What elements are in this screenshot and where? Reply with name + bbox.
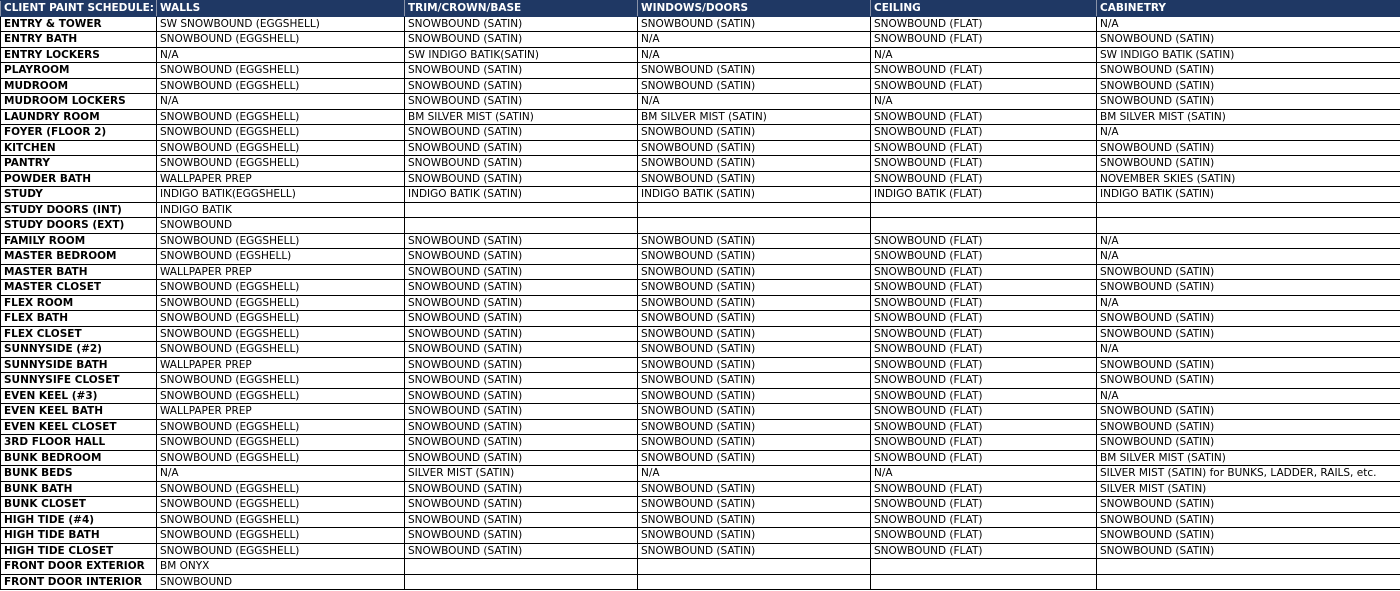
cabinetry-cell: SILVER MIST (SATIN) — [1097, 481, 1400, 497]
walls-cell: SNOWBOUND (EGGSHELL) — [157, 373, 405, 389]
table-row — [1, 156, 1400, 172]
cabinetry-cell: N/A — [1097, 125, 1400, 141]
trim-cell: SNOWBOUND (SATIN) — [405, 528, 638, 544]
ceiling-cell: SNOWBOUND (FLAT) — [871, 156, 1097, 172]
table-row — [1, 326, 1400, 342]
trim-cell: SNOWBOUND (SATIN) — [405, 171, 638, 187]
ceiling-cell: SNOWBOUND (FLAT) — [871, 32, 1097, 48]
cabinetry-cell: SNOWBOUND (SATIN) — [1097, 94, 1400, 110]
table-row — [1, 94, 1400, 110]
room-name-cell: POWDER BATH — [1, 171, 157, 187]
table-row — [1, 109, 1400, 125]
walls-cell: SNOWBOUND (EGGSHELL) — [157, 78, 405, 94]
table-row — [1, 404, 1400, 420]
ceiling-cell: INDIGO BATIK (FLAT) — [871, 187, 1097, 203]
room-name-cell: ENTRY LOCKERS — [1, 47, 157, 63]
walls-cell: SNOWBOUND (EGGSHELL) — [157, 543, 405, 559]
cabinetry-cell: SNOWBOUND (SATIN) — [1097, 264, 1400, 280]
walls-cell: SNOWBOUND (EGGSHELL) — [157, 233, 405, 249]
cabinetry-cell: SNOWBOUND (SATIN) — [1097, 63, 1400, 79]
cabinetry-cell: SNOWBOUND (SATIN) — [1097, 156, 1400, 172]
windows-doors-cell: SNOWBOUND (SATIN) — [638, 78, 871, 94]
trim-cell: SNOWBOUND (SATIN) — [405, 280, 638, 296]
windows-doors-cell: SNOWBOUND (SATIN) — [638, 497, 871, 513]
table-row — [1, 218, 1400, 234]
room-name-cell: FRONT DOOR INTERIOR — [1, 574, 157, 590]
trim-cell: SNOWBOUND (SATIN) — [405, 388, 638, 404]
walls-cell: SNOWBOUND (EGGSHELL) — [157, 342, 405, 358]
trim-cell: INDIGO BATIK (SATIN) — [405, 187, 638, 203]
table-row — [1, 574, 1400, 590]
walls-cell: SNOWBOUND (EGGSHELL) — [157, 140, 405, 156]
windows-doors-cell: N/A — [638, 466, 871, 482]
ceiling-cell — [871, 559, 1097, 575]
cabinetry-cell: SNOWBOUND (SATIN) — [1097, 404, 1400, 420]
cabinetry-cell: SNOWBOUND (SATIN) — [1097, 32, 1400, 48]
trim-cell: SNOWBOUND (SATIN) — [405, 512, 638, 528]
windows-doors-cell: SNOWBOUND (SATIN) — [638, 419, 871, 435]
windows-doors-cell — [638, 218, 871, 234]
table-row — [1, 125, 1400, 141]
room-name-cell: STUDY DOORS (INT) — [1, 202, 157, 218]
walls-cell: N/A — [157, 466, 405, 482]
windows-doors-cell: SNOWBOUND (SATIN) — [638, 404, 871, 420]
ceiling-cell: SNOWBOUND (FLAT) — [871, 109, 1097, 125]
windows-doors-cell: SNOWBOUND (SATIN) — [638, 373, 871, 389]
windows-doors-cell — [638, 574, 871, 590]
walls-cell: SNOWBOUND (EGGSHELL) — [157, 280, 405, 296]
trim-cell: SNOWBOUND (SATIN) — [405, 16, 638, 32]
trim-cell: SNOWBOUND (SATIN) — [405, 264, 638, 280]
room-name-cell: STUDY — [1, 187, 157, 203]
ceiling-cell: SNOWBOUND (FLAT) — [871, 388, 1097, 404]
ceiling-cell: SNOWBOUND (FLAT) — [871, 543, 1097, 559]
table-row — [1, 466, 1400, 482]
table-row — [1, 512, 1400, 528]
room-name-cell: EVEN KEEL BATH — [1, 404, 157, 420]
windows-doors-cell: SNOWBOUND (SATIN) — [638, 512, 871, 528]
windows-doors-cell: SNOWBOUND (SATIN) — [638, 435, 871, 451]
walls-cell: INDIGO BATIK(EGGSHELL) — [157, 187, 405, 203]
room-name-cell: STUDY DOORS (EXT) — [1, 218, 157, 234]
ceiling-cell: SNOWBOUND (FLAT) — [871, 264, 1097, 280]
cabinetry-cell: SNOWBOUND (SATIN) — [1097, 280, 1400, 296]
walls-cell: SNOWBOUND — [157, 218, 405, 234]
windows-doors-cell: INDIGO BATIK (SATIN) — [638, 187, 871, 203]
trim-cell — [405, 218, 638, 234]
trim-cell: SNOWBOUND (SATIN) — [405, 94, 638, 110]
table-row — [1, 264, 1400, 280]
trim-cell: SW INDIGO BATIK(SATIN) — [405, 47, 638, 63]
walls-cell: SNOWBOUND (EGGSHELL) — [157, 497, 405, 513]
walls-cell: SNOWBOUND — [157, 574, 405, 590]
schedule-title-header: CLIENT PAINT SCHEDULE: — [1, 1, 157, 17]
room-name-cell: MUDROOM — [1, 78, 157, 94]
cabinetry-cell: SNOWBOUND (SATIN) — [1097, 497, 1400, 513]
ceiling-cell: SNOWBOUND (FLAT) — [871, 373, 1097, 389]
windows-doors-cell: SNOWBOUND (SATIN) — [638, 326, 871, 342]
walls-cell: SNOWBOUND (EGGSHELL) — [157, 32, 405, 48]
walls-header: WALLS — [157, 1, 405, 17]
walls-cell: SNOWBOUND (EGGSHELL) — [157, 435, 405, 451]
cabinetry-cell: SNOWBOUND (SATIN) — [1097, 326, 1400, 342]
cabinetry-cell: N/A — [1097, 388, 1400, 404]
walls-cell: WALLPAPER PREP — [157, 404, 405, 420]
room-name-cell: BUNK CLOSET — [1, 497, 157, 513]
room-name-cell: FOYER (FLOOR 2) — [1, 125, 157, 141]
trim-cell: SILVER MIST (SATIN) — [405, 466, 638, 482]
trim-cell: SNOWBOUND (SATIN) — [405, 311, 638, 327]
cabinetry-cell: SNOWBOUND (SATIN) — [1097, 512, 1400, 528]
ceiling-cell — [871, 202, 1097, 218]
trim-cell: SNOWBOUND (SATIN) — [405, 140, 638, 156]
windows-doors-cell: SNOWBOUND (SATIN) — [638, 311, 871, 327]
windows-doors-cell: SNOWBOUND (SATIN) — [638, 171, 871, 187]
ceiling-cell — [871, 218, 1097, 234]
ceiling-cell: SNOWBOUND (FLAT) — [871, 419, 1097, 435]
windows-doors-cell: SNOWBOUND (SATIN) — [638, 388, 871, 404]
ceiling-cell: SNOWBOUND (FLAT) — [871, 481, 1097, 497]
trim-cell: SNOWBOUND (SATIN) — [405, 233, 638, 249]
ceiling-cell: SNOWBOUND (FLAT) — [871, 497, 1097, 513]
walls-cell: SNOWBOUND (EGGSHELL) — [157, 481, 405, 497]
room-name-cell: FAMILY ROOM — [1, 233, 157, 249]
walls-cell: WALLPAPER PREP — [157, 264, 405, 280]
room-name-cell: MASTER BEDROOM — [1, 249, 157, 265]
table-row — [1, 47, 1400, 63]
cabinetry-cell — [1097, 202, 1400, 218]
walls-cell: SNOWBOUND (EGGSHELL) — [157, 109, 405, 125]
room-name-cell: BUNK BATH — [1, 481, 157, 497]
room-name-cell: LAUNDRY ROOM — [1, 109, 157, 125]
table-row — [1, 63, 1400, 79]
room-name-cell: EVEN KEEL CLOSET — [1, 419, 157, 435]
trim-cell: SNOWBOUND (SATIN) — [405, 78, 638, 94]
ceiling-cell: SNOWBOUND (FLAT) — [871, 78, 1097, 94]
table-row — [1, 140, 1400, 156]
room-name-cell: SUNNYSIFE CLOSET — [1, 373, 157, 389]
walls-cell: SNOWBOUND (EGGSHELL) — [157, 450, 405, 466]
header-row — [1, 1, 1400, 17]
windows-doors-cell: SNOWBOUND (SATIN) — [638, 63, 871, 79]
windows-doors-cell: SNOWBOUND (SATIN) — [638, 156, 871, 172]
windows-doors-cell: N/A — [638, 47, 871, 63]
room-name-cell: SUNNYSIDE BATH — [1, 357, 157, 373]
table-row — [1, 16, 1400, 32]
windows-doors-cell: SNOWBOUND (SATIN) — [638, 16, 871, 32]
trim-cell: SNOWBOUND (SATIN) — [405, 295, 638, 311]
room-name-cell: HIGH TIDE CLOSET — [1, 543, 157, 559]
cabinetry-cell: N/A — [1097, 16, 1400, 32]
ceiling-cell: SNOWBOUND (FLAT) — [871, 280, 1097, 296]
windows-doors-cell — [638, 559, 871, 575]
table-row — [1, 450, 1400, 466]
cabinetry-cell: BM SILVER MIST (SATIN) — [1097, 109, 1400, 125]
walls-cell: SNOWBOUND (EGGSHELL) — [157, 63, 405, 79]
windows-doors-cell: SNOWBOUND (SATIN) — [638, 543, 871, 559]
trim-cell: SNOWBOUND (SATIN) — [405, 419, 638, 435]
walls-cell: SW SNOWBOUND (EGGSHELL) — [157, 16, 405, 32]
cabinetry-cell: N/A — [1097, 249, 1400, 265]
table-row — [1, 78, 1400, 94]
cabinetry-cell: SNOWBOUND (SATIN) — [1097, 419, 1400, 435]
trim-cell: SNOWBOUND (SATIN) — [405, 450, 638, 466]
room-name-cell: FRONT DOOR EXTERIOR — [1, 559, 157, 575]
cabinetry-cell: N/A — [1097, 295, 1400, 311]
cabinetry-cell: SW INDIGO BATIK (SATIN) — [1097, 47, 1400, 63]
room-name-cell: PANTRY — [1, 156, 157, 172]
room-name-cell: HIGH TIDE (#4) — [1, 512, 157, 528]
room-name-cell: FLEX ROOM — [1, 295, 157, 311]
windows-doors-cell: SNOWBOUND (SATIN) — [638, 233, 871, 249]
room-name-cell: ENTRY BATH — [1, 32, 157, 48]
table-row — [1, 543, 1400, 559]
table-row — [1, 528, 1400, 544]
room-name-cell: HIGH TIDE BATH — [1, 528, 157, 544]
windows-doors-cell: SNOWBOUND (SATIN) — [638, 280, 871, 296]
walls-cell: N/A — [157, 47, 405, 63]
windows-doors-cell: SNOWBOUND (SATIN) — [638, 481, 871, 497]
walls-cell: SNOWBOUND (EGGSHELL) — [157, 311, 405, 327]
trim-cell — [405, 559, 638, 575]
cabinetry-cell: BM SILVER MIST (SATIN) — [1097, 450, 1400, 466]
cabinetry-header: CABINETRY — [1097, 1, 1400, 17]
ceiling-cell: SNOWBOUND (FLAT) — [871, 233, 1097, 249]
table-row — [1, 373, 1400, 389]
table-row — [1, 280, 1400, 296]
ceiling-cell: SNOWBOUND (FLAT) — [871, 404, 1097, 420]
windows-doors-header: WINDOWS/DOORS — [638, 1, 871, 17]
trim-header: TRIM/CROWN/BASE — [405, 1, 638, 17]
trim-cell: SNOWBOUND (SATIN) — [405, 357, 638, 373]
room-name-cell: ENTRY & TOWER — [1, 16, 157, 32]
windows-doors-cell — [638, 202, 871, 218]
walls-cell: WALLPAPER PREP — [157, 171, 405, 187]
windows-doors-cell: SNOWBOUND (SATIN) — [638, 140, 871, 156]
table-row — [1, 295, 1400, 311]
cabinetry-cell: SNOWBOUND (SATIN) — [1097, 140, 1400, 156]
ceiling-cell: N/A — [871, 94, 1097, 110]
ceiling-cell: SNOWBOUND (FLAT) — [871, 140, 1097, 156]
ceiling-cell: SNOWBOUND (FLAT) — [871, 435, 1097, 451]
table-row — [1, 497, 1400, 513]
table-row — [1, 388, 1400, 404]
table-row — [1, 32, 1400, 48]
cabinetry-cell: SNOWBOUND (SATIN) — [1097, 528, 1400, 544]
walls-cell: BM ONYX — [157, 559, 405, 575]
room-name-cell: EVEN KEEL (#3) — [1, 388, 157, 404]
cabinetry-cell: SNOWBOUND (SATIN) — [1097, 435, 1400, 451]
walls-cell: SNOWBOUND (EGSHELL) — [157, 249, 405, 265]
trim-cell: SNOWBOUND (SATIN) — [405, 63, 638, 79]
walls-cell: WALLPAPER PREP — [157, 357, 405, 373]
windows-doors-cell: SNOWBOUND (SATIN) — [638, 342, 871, 358]
room-name-cell: FLEX BATH — [1, 311, 157, 327]
table-body — [1, 16, 1400, 590]
table-header — [1, 1, 1400, 17]
room-name-cell: PLAYROOM — [1, 63, 157, 79]
cabinetry-cell: N/A — [1097, 342, 1400, 358]
room-name-cell: MASTER CLOSET — [1, 280, 157, 296]
trim-cell: SNOWBOUND (SATIN) — [405, 32, 638, 48]
room-name-cell: KITCHEN — [1, 140, 157, 156]
ceiling-cell: SNOWBOUND (FLAT) — [871, 125, 1097, 141]
cabinetry-cell: SILVER MIST (SATIN) for BUNKS, LADDER, RAILS, etc. — [1097, 466, 1400, 482]
trim-cell: SNOWBOUND (SATIN) — [405, 156, 638, 172]
ceiling-cell: SNOWBOUND (FLAT) — [871, 311, 1097, 327]
walls-cell: SNOWBOUND (EGGSHELL) — [157, 156, 405, 172]
table-row — [1, 481, 1400, 497]
windows-doors-cell: N/A — [638, 32, 871, 48]
trim-cell: SNOWBOUND (SATIN) — [405, 326, 638, 342]
trim-cell — [405, 202, 638, 218]
cabinetry-cell: SNOWBOUND (SATIN) — [1097, 78, 1400, 94]
table-row — [1, 187, 1400, 203]
room-name-cell: MASTER BATH — [1, 264, 157, 280]
ceiling-cell: SNOWBOUND (FLAT) — [871, 512, 1097, 528]
walls-cell: SNOWBOUND (EGGSHELL) — [157, 326, 405, 342]
ceiling-cell: SNOWBOUND (FLAT) — [871, 357, 1097, 373]
cabinetry-cell: INDIGO BATIK (SATIN) — [1097, 187, 1400, 203]
table-row — [1, 357, 1400, 373]
windows-doors-cell: SNOWBOUND (SATIN) — [638, 264, 871, 280]
cabinetry-cell: NOVEMBER SKIES (SATIN) — [1097, 171, 1400, 187]
trim-cell: SNOWBOUND (SATIN) — [405, 543, 638, 559]
cabinetry-cell — [1097, 574, 1400, 590]
cabinetry-cell — [1097, 218, 1400, 234]
ceiling-cell: SNOWBOUND (FLAT) — [871, 249, 1097, 265]
trim-cell: SNOWBOUND (SATIN) — [405, 373, 638, 389]
ceiling-cell: SNOWBOUND (FLAT) — [871, 171, 1097, 187]
ceiling-cell: N/A — [871, 466, 1097, 482]
trim-cell: SNOWBOUND (SATIN) — [405, 435, 638, 451]
ceiling-cell — [871, 574, 1097, 590]
trim-cell: SNOWBOUND (SATIN) — [405, 404, 638, 420]
table-row — [1, 342, 1400, 358]
room-name-cell: BUNK BEDROOM — [1, 450, 157, 466]
table-row — [1, 311, 1400, 327]
cabinetry-cell: N/A — [1097, 233, 1400, 249]
ceiling-cell: SNOWBOUND (FLAT) — [871, 326, 1097, 342]
trim-cell: SNOWBOUND (SATIN) — [405, 249, 638, 265]
table-row — [1, 171, 1400, 187]
table-row — [1, 233, 1400, 249]
table-row — [1, 419, 1400, 435]
walls-cell: SNOWBOUND (EGGSHELL) — [157, 419, 405, 435]
room-name-cell: FLEX CLOSET — [1, 326, 157, 342]
ceiling-cell: SNOWBOUND (FLAT) — [871, 16, 1097, 32]
ceiling-cell: N/A — [871, 47, 1097, 63]
windows-doors-cell: SNOWBOUND (SATIN) — [638, 357, 871, 373]
table-row — [1, 435, 1400, 451]
cabinetry-cell: SNOWBOUND (SATIN) — [1097, 311, 1400, 327]
ceiling-cell: SNOWBOUND (FLAT) — [871, 63, 1097, 79]
windows-doors-cell: BM SILVER MIST (SATIN) — [638, 109, 871, 125]
table-row — [1, 202, 1400, 218]
walls-cell: INDIGO BATIK — [157, 202, 405, 218]
windows-doors-cell: SNOWBOUND (SATIN) — [638, 125, 871, 141]
walls-cell: SNOWBOUND (EGGSHELL) — [157, 295, 405, 311]
ceiling-cell: SNOWBOUND (FLAT) — [871, 342, 1097, 358]
cabinetry-cell: SNOWBOUND (SATIN) — [1097, 357, 1400, 373]
room-name-cell: SUNNYSIDE (#2) — [1, 342, 157, 358]
table-row — [1, 249, 1400, 265]
cabinetry-cell: SNOWBOUND (SATIN) — [1097, 373, 1400, 389]
trim-cell: SNOWBOUND (SATIN) — [405, 497, 638, 513]
trim-cell: SNOWBOUND (SATIN) — [405, 481, 638, 497]
room-name-cell: MUDROOM LOCKERS — [1, 94, 157, 110]
cabinetry-cell: SNOWBOUND (SATIN) — [1097, 543, 1400, 559]
ceiling-header: CEILING — [871, 1, 1097, 17]
walls-cell: SNOWBOUND (EGGSHELL) — [157, 528, 405, 544]
windows-doors-cell: N/A — [638, 94, 871, 110]
ceiling-cell: SNOWBOUND (FLAT) — [871, 528, 1097, 544]
trim-cell: BM SILVER MIST (SATIN) — [405, 109, 638, 125]
walls-cell: SNOWBOUND (EGGSHELL) — [157, 125, 405, 141]
ceiling-cell: SNOWBOUND (FLAT) — [871, 450, 1097, 466]
walls-cell: N/A — [157, 94, 405, 110]
cabinetry-cell — [1097, 559, 1400, 575]
trim-cell: SNOWBOUND (SATIN) — [405, 125, 638, 141]
walls-cell: SNOWBOUND (EGGSHELL) — [157, 388, 405, 404]
windows-doors-cell: SNOWBOUND (SATIN) — [638, 295, 871, 311]
room-name-cell: 3RD FLOOR HALL — [1, 435, 157, 451]
windows-doors-cell: SNOWBOUND (SATIN) — [638, 528, 871, 544]
walls-cell: SNOWBOUND (EGGSHELL) — [157, 512, 405, 528]
room-name-cell: BUNK BEDS — [1, 466, 157, 482]
ceiling-cell: SNOWBOUND (FLAT) — [871, 295, 1097, 311]
windows-doors-cell: SNOWBOUND (SATIN) — [638, 249, 871, 265]
trim-cell: SNOWBOUND (SATIN) — [405, 342, 638, 358]
table-row — [1, 559, 1400, 575]
trim-cell — [405, 574, 638, 590]
windows-doors-cell: SNOWBOUND (SATIN) — [638, 450, 871, 466]
